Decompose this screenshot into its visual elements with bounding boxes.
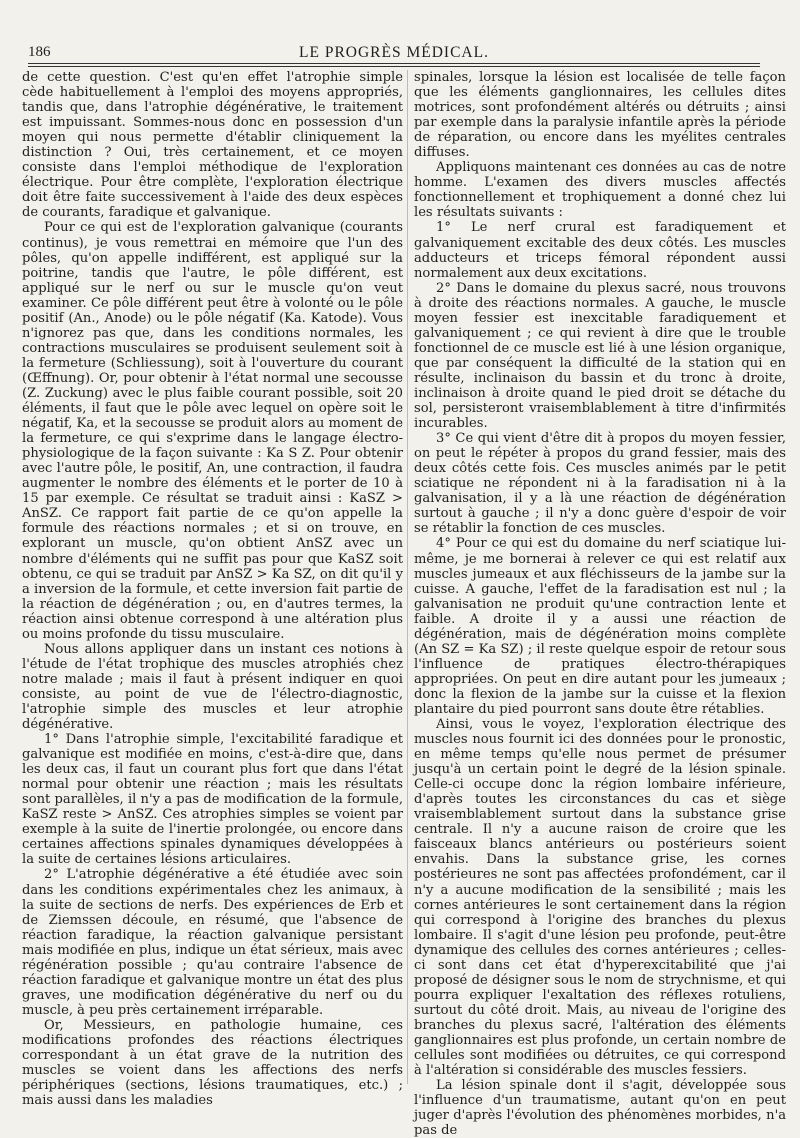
paragraph: Nous allons appliquer dans un instant ces notions à l'étude de l'état trophique des muscles atrophiés chez notre malade ; mais il faut à présent indiquer en quoi consiste, au point de vue de l'électro-diagnostic, l'atrophie simple des muscles et leur atrophie dégénérative. [22,641,403,733]
header-rule-bottom [28,66,760,67]
paragraph: spinales, lorsque la lésion est localisée de telle façon que les éléments ganglionnaires, les cellules dites motrices, sont profondément altérés ou détruits ; ainsi par exemple dans la paralysie infantile après la période de réparation, ou encore dans les myélites centrales diffuses. [414,70,786,161]
paragraph: 2° L'atrophie dégénérative a été étudiée avec soin dans les conditions expérimentales chez les animaux, à la suite de sections de nerfs. Des expériences de Erb et de Ziemssen découle, en résumé, que l'absence de réaction faradique, la réaction galvanique persistant mais modifiée en plus, indique un état sérieux, mais avec régénération possible ; qu'au contraire l'absence de réaction faradique et galvanique montre un état des plus graves, une modification dégénérative du nerf ou du muscle, à peu près certainement irréparable. [22,867,403,1018]
paragraph: Appliquons maintenant ces données au cas de notre homme. L'examen des divers muscles affectés fonctionnellement et trophiquement a donné chez lui les résultats suivants : [414,160,786,221]
paragraph: de cette question. C'est qu'en effet l'atrophie simple cède habituellement à l'emploi des moyens appropriés, tandis que, dans l'atrophie dégénérative, le traitement est impuissant. Sommes-nous donc en possession d'un moyen qui nous permette d'établir cliniquement la distinction ? Oui, très certainement, et ce moyen consiste dans l'emploi méthodique de l'exploration électrique. Pour être complète, l'exploration électrique doit être faite successivement à l'aide des deux espèces de courants, faradique et galvanique. [22,70,403,221]
paragraph: La lésion spinale dont il s'agit, développée sous l'influence d'un traumatisme, autant qu'on en peut juger d'après l'évolution des phénomènes morbides, n'a pas de [414,1078,786,1138]
page-header [28,42,760,62]
paragraph: Ainsi, vous le voyez, l'exploration électrique des muscles nous fournit ici des données pour le pronostic, en même temps qu'elle nous permet de présumer jusqu'à un certain point le degré de la lésion spinale. Celle-ci occupe donc la région lombaire inférieure, d'après toutes les circonstances du cas et siège vraisemblablement surtout dans la substance grise centrale. Il n'y a aucune raison de croire que les faisceaux blancs antérieurs ou postérieurs soient envahis. Dans la substance grise, les cornes postérieures ne sont pas affectées profondément, car il n'y a aucune modification de la sensibilité ; mais les cornes antérieures le sont certainement dans la région qui correspond à l'origine des branches du plexus lombaire. Il s'agit d'une lésion peu profonde, peut-être dynamique des cellules des cornes antérieures ; celles-ci sont dans cet état d'hyperexcitabilité que j'ai proposé de désigner sous le nom de strychnisme, et qui pourra expliquer l'exaltation des réflexes rotuliens, surtout du côté droit. Mais, au niveau de l'origine des branches du plexus sacré, l'altération des éléments ganglionnaires est plus profonde, un certain nombre de cellules sont modifiées ou détruites, ce qui correspond à l'altération si considérable des muscles fessiers. [414,717,786,1079]
paragraph: Or, Messieurs, en pathologie humaine, ces modifications profondes des réactions électriques correspondant à un état grave de la nutrition des muscles se voient dans les affections des nerfs périphériques (sections, lésions traumatiques, etc.) ; mais aussi dans les maladies [22,1017,403,1109]
paragraph: 1° Le nerf crural est faradiquement et galvaniquement excitable des deux côtés. Les muscles adducteurs et triceps fémoral répondent aussi normalement aux deux excitations. [414,220,786,281]
paragraph: 2° Dans le domaine du plexus sacré, nous trouvons à droite des réactions normales. A gauche, le muscle moyen fessier est inexcitable faradiquement et galvaniquement ; ce qui revient à dire que le trouble fonctionnel de ce muscle est lié à une lésion organique, que par conséquent la difficulté de la station qui en résulte, inclinaison du bassin et du tronc à droite, inclinaison à droite quand le pied droit se détache du sol, persisteront vraisemblablement à titre d'infirmités incurables. [414,280,786,432]
page-number: 186 [28,44,51,60]
paragraph: Pour ce qui est de l'exploration galvanique (courants continus), je vous remettrai en mémoire que l'un des pôles, qu'on appelle indifférent, est appliqué sur la poitrine, tandis que l'autre, le pôle différent, est appliqué sur le nerf ou sur le muscle qu'on veut examiner. Ce pôle différent peut être à volonté ou le pôle positif (An., Anode) ou le pôle négatif (Ka. Katode). Vous n'ignorez pas que, dans les conditions normales, les contractions musculaires se produisent seulement soit à la fermeture (Schliessung), soit à l'ouverture du courant (Œffnung). Or, pour obtenir à l'état normal une secousse (Z. Zuckung) avec le plus faible courant possible, soit 20 éléments, il faut que le pôle avec lequel on opère soit le négatif, Ka, et la secousse se produit alors au moment de la fermeture, ce qui s'exprime dans le langage électro-physiologique de la façon suivante : Ka S Z. Pour obtenir avec l'autre pôle, le positif, An, une contraction, il faudra augmenter le nombre des éléments et le porter de 10 à 15 par exemple. Ce résultat se traduit ainsi : KaSZ > AnSZ. Ce rapport fait partie de ce qu'on appelle la formule des réactions normales ; et si on trouve, en explorant un muscle, qu'on obtient AnSZ avec un nombre d'éléments qui ne suffit pas pour que KaSZ soit obtenu, ce qui se traduit par AnSZ > Ka SZ, on dit qu'il y a inversion de la formule, et cette inversion fait partie de la réaction de dégénération ; ou, en d'autres termes, la réaction ainsi obtenue correspond à une altération plus ou moins profonde du tissu musculaire. [22,220,403,642]
right-column [414,70,786,1138]
header-rule-top [28,63,760,64]
journal-title: LE PROGRÈS MÉDICAL. [299,44,489,61]
left-column [22,70,403,1108]
paragraph: 3° Ce qui vient d'être dit à propos du moyen fessier, on peut le répéter à propos du grand fessier, mais des deux côtés cette fois. Ces muscles animés par le petit sciatique ne répondent ni à la faradisation ni à la galvanisation, il y a là une réaction de dégénération surtout à gauche ; il n'y a donc guère d'espoir de voir se rétablir la fonction de ces muscles. [414,431,786,537]
paragraph: 1° Dans l'atrophie simple, l'excitabilité faradique et galvanique est modifiée en moins, c'est-à-dire que, dans les deux cas, il faut un courant plus fort que dans l'état normal pour obtenir une réaction ; mais les résultats sont parallèles, il n'y a pas de modification de la formule, KaSZ reste > AnSZ. Ces atrophies simples se voient par exemple à la suite de l'inertie prolongée, ou encore dans certaines affections spinales dynamiques développées à la suite de certaines lésions articulaires. [22,732,403,868]
paragraph: 4° Pour ce qui est du domaine du nerf sciatique lui-même, je me bornerai à relever ce qui est relatif aux muscles jumeaux et aux fléchisseurs de la jambe sur la cuisse. A gauche, l'effet de la faradisation est nul ; la galvanisation ne produit qu'une contraction lente et faible. A droite il y a aussi une réaction de dégénération, mais de dégénération moins complète (An SZ = Ka SZ) ; il reste quelque espoir de retour sous l'influence de pratiques électro-thérapiques appropriées. On peut en dire autant pour les jumeaux ; donc la flexion de la jambe sur la cuisse et la flexion plantaire du pied pourront sans doute être rétablies. [414,536,786,717]
column-divider [407,70,408,1084]
